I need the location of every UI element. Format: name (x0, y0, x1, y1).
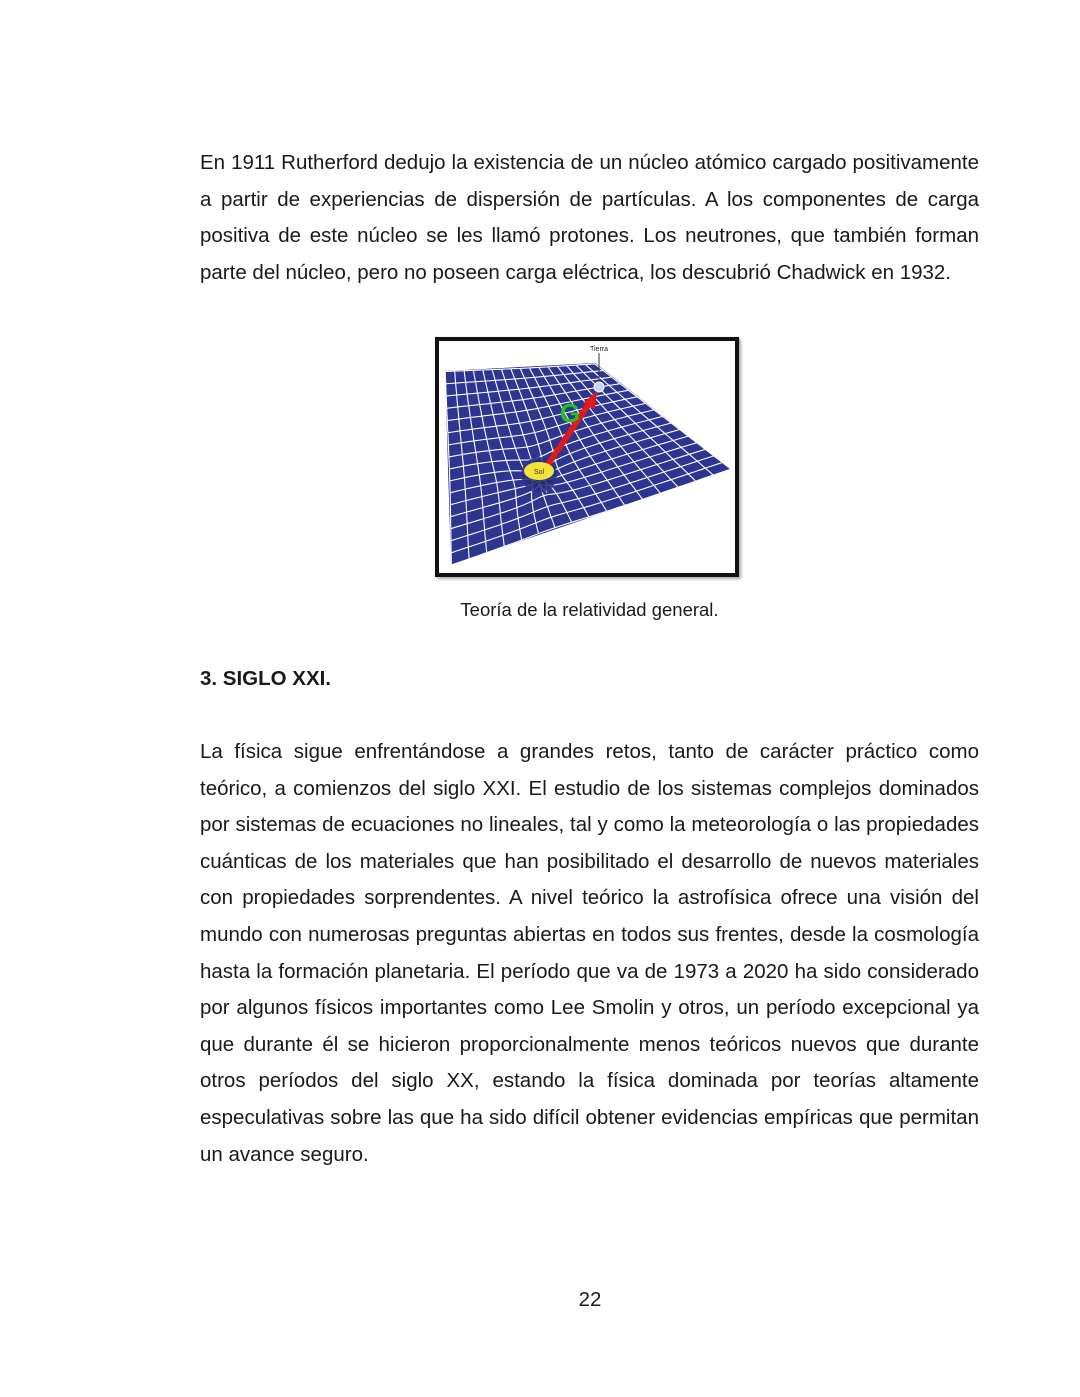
force-label: G (559, 398, 581, 428)
figure-caption: Teoría de la relatividad general. (460, 599, 719, 620)
spacetime-diagram (439, 341, 735, 573)
paragraph-rutherford: En 1911 Rutherford dedujo la existencia de un núcleo atómico cargado positivamente a partir de experiencias de dispersión de partículas. A los componentes de carga positiva de este núcleo se les llamó protones. Los neutrones, que también forman parte del núcleo, pero no poseen carga eléctrica, los descubrió Chadwick en 1932. (200, 151, 979, 284)
earth-icon (594, 382, 604, 392)
section-heading: 3. SIGLO XXI. (200, 667, 332, 690)
earth-label: Tierra (589, 346, 609, 353)
paragraph-siglo-xxi: La física sigue enfrentándose a grandes retos, tanto de carácter práctico como teórico, a comienzos del siglo XXI. El estudio de los sistemas complejos dominados por sistemas de ecuaciones no lineales, tal y como la meteorología o las propiedades cuánticas de los materiales que han posibilitado el desarrollo de nuevos materiales con propiedades sorprendentes. A nivel teórico la astrofísica ofrece una visión del mundo con numerosas preguntas abiertas en todos sus frentes, desde la cosmología hasta la formación planetaria. El período que va de 1973 a 2020 ha sido considerado por algunos físicos importantes como Lee Smolin y otros, un período excepcional ya que durante él se hicieron proporcionalmente menos teóricos nuevos que durante otros períodos del siglo XX, estando la física dominada por teorías altamente especulativas sobre las que ha sido difícil obtener evidencias empíricas que permitan un avance seguro. (200, 740, 979, 1166)
sun-label: Sol (533, 469, 545, 476)
relativity-figure (435, 337, 739, 577)
page-number: 22 (578, 1288, 602, 1311)
